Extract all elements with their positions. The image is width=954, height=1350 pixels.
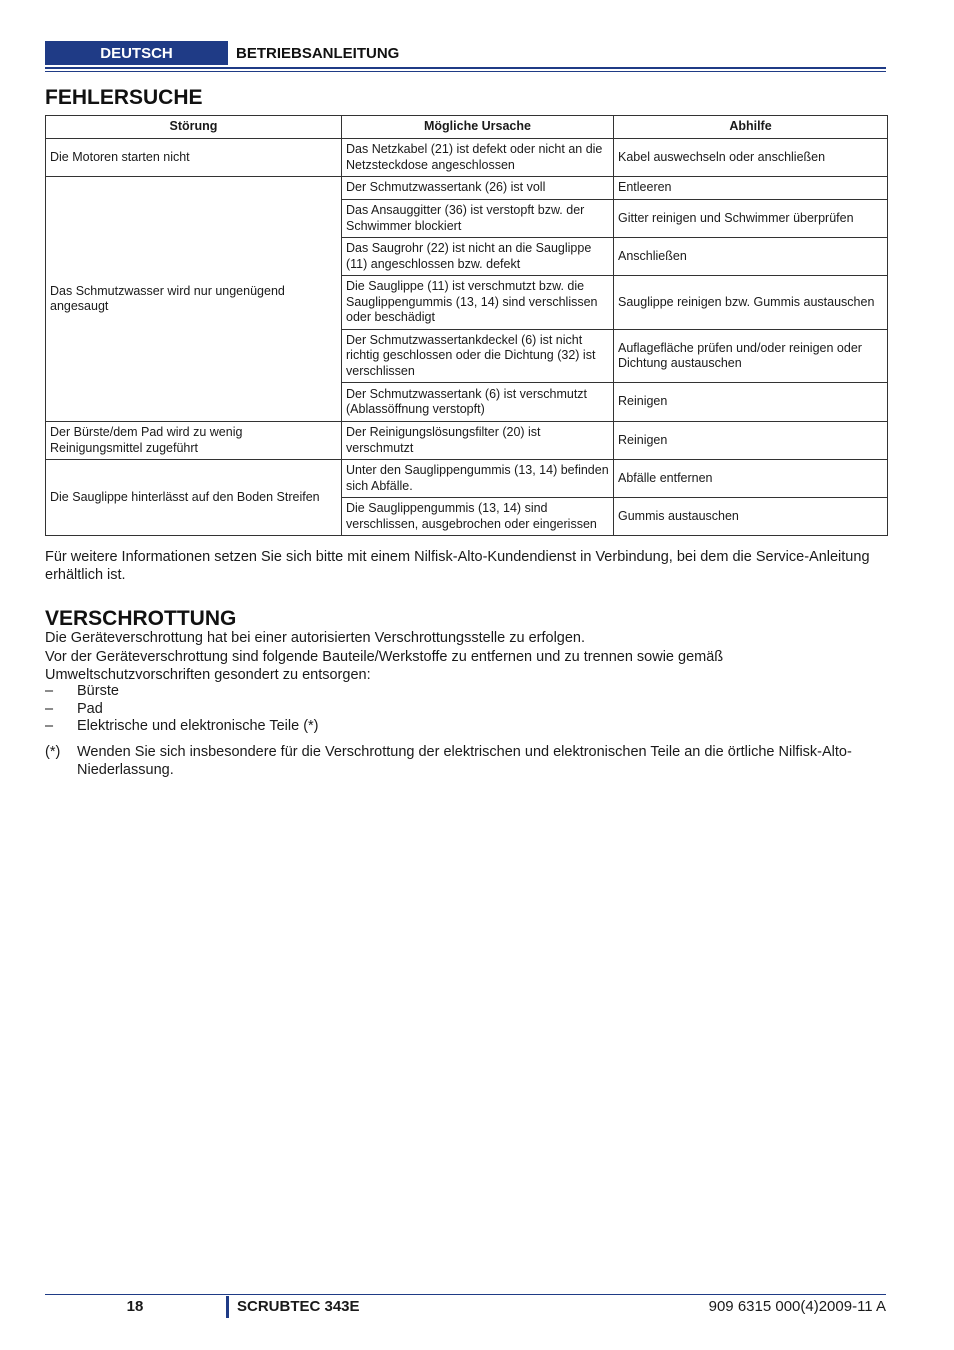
ursache-cell: Die Sauglippe (11) ist verschmutzt bzw. die Sauglippengummis (13, 14) sind verschlissen oder beschädigt xyxy=(342,276,614,330)
abhilfe-cell: Entleeren xyxy=(614,177,888,200)
stoerung-cell: Das Schmutzwasser wird nur ungenügend angesaugt xyxy=(46,177,342,422)
disposal-parts-list xyxy=(45,683,319,736)
ursache-cell: Das Netzkabel (21) ist defekt oder nicht an die Netzsteckdose angeschlossen xyxy=(342,139,614,177)
abhilfe-cell: Sauglippe reinigen bzw. Gummis austauschen xyxy=(614,276,888,330)
abhilfe-cell: Abfälle entfernen xyxy=(614,460,888,498)
column-header-abhilfe: Abhilfe xyxy=(614,116,888,139)
ursache-cell: Der Schmutzwassertankdeckel (6) ist nicht richtig geschlossen oder die Dichtung (32) ist verschlissen xyxy=(342,330,614,383)
dash-marker: – xyxy=(45,700,54,717)
table-header-row xyxy=(46,116,888,139)
ursache-cell: Der Schmutzwassertank (6) ist verschmutzt (Ablassöffnung verstopft) xyxy=(342,383,614,422)
service-info-text: Für weitere Informationen setzen Sie sich bitte mit einem Nilfisk-Alto-Kundendienst in Verbindung, bei dem die Service-Anleitung erhältlich ist. xyxy=(45,549,870,583)
table-row xyxy=(46,177,888,200)
stoerung-cell: Die Motoren starten nicht xyxy=(46,139,342,177)
page-number: 18 xyxy=(126,1298,144,1315)
table-row xyxy=(46,422,888,460)
model-name: SCRUBTEC 343E xyxy=(237,1298,360,1315)
stoerung-cell: Die Sauglippe hinterlässt auf den Boden Streifen xyxy=(46,460,342,536)
list-item xyxy=(45,683,319,701)
list-item xyxy=(45,718,319,736)
abhilfe-cell: Anschließen xyxy=(614,238,888,276)
ursache-cell: Der Schmutzwassertank (26) ist voll xyxy=(342,177,614,200)
abhilfe-cell: Kabel auswechseln oder anschließen xyxy=(614,139,888,177)
ursache-cell: Das Ansauggitter (36) ist verstopft bzw. der Schwimmer blockiert xyxy=(342,200,614,238)
header-rule xyxy=(45,67,886,69)
abhilfe-cell: Gitter reinigen und Schwimmer überprüfen xyxy=(614,200,888,238)
disposal-paragraph-2: Vor der Geräteverschrottung sind folgende Bauteile/Werkstoffe zu entfernen und zu trennen sowie gemäß Umweltschutzvorschriften gesondert zu entsorgen: xyxy=(45,649,724,683)
footnote xyxy=(45,744,887,779)
stoerung-cell: Der Bürste/dem Pad wird zu wenig Reinigungsmittel zugeführt xyxy=(46,422,342,460)
footer-divider xyxy=(226,1296,229,1318)
disposal-paragraph-1: Die Geräteverschrottung hat bei einer autorisierten Verschrottungsstelle zu erfolgen. xyxy=(45,630,586,646)
list-item-text: Bürste xyxy=(77,683,119,699)
heading-fehlersuche: FEHLERSUCHE xyxy=(45,86,203,109)
footer-rule xyxy=(45,1294,886,1295)
section-title: BETRIEBSANLEITUNG xyxy=(236,44,400,62)
list-item xyxy=(45,701,319,719)
table-row xyxy=(46,460,888,498)
list-item-text: Pad xyxy=(77,700,103,717)
header-rule-thin xyxy=(45,71,886,72)
ursache-cell: Unter den Sauglippengummis (13, 14) befinden sich Abfälle. xyxy=(342,460,614,498)
language-tab: DEUTSCH xyxy=(45,41,228,65)
footnote-text: Wenden Sie sich insbesondere für die Verschrottung der elektrischen und elektronischen Teile an die örtliche Nilfisk-Alto-Niederlassung. xyxy=(77,744,852,778)
ursache-cell: Der Reinigungslösungsfilter (20) ist verschmutzt xyxy=(342,422,614,460)
dash-marker: – xyxy=(45,683,54,699)
column-header-ursache: Mögliche Ursache xyxy=(342,116,614,139)
footnote-marker: (*) xyxy=(45,744,61,760)
abhilfe-cell: Auflagefläche prüfen und/oder reinigen oder Dichtung austauschen xyxy=(614,330,888,383)
dash-marker: – xyxy=(45,718,54,734)
ursache-cell: Die Sauglippengummis (13, 14) sind verschlissen, ausgebrochen oder eingerissen xyxy=(342,498,614,536)
ursache-cell: Das Saugrohr (22) ist nicht an die Sauglippe (11) angeschlossen bzw. defekt xyxy=(342,238,614,276)
abhilfe-cell: Gummis austauschen xyxy=(614,498,888,536)
document-number: 909 6315 000(4)2009-11 A xyxy=(708,1298,886,1315)
heading-verschrottung: VERSCHROTTUNG xyxy=(45,607,237,630)
abhilfe-cell: Reinigen xyxy=(614,422,888,460)
abhilfe-cell: Reinigen xyxy=(614,383,888,422)
table-row xyxy=(46,139,888,177)
list-item-text: Elektrische und elektronische Teile (*) xyxy=(77,718,319,734)
column-header-stoerung: Störung xyxy=(46,116,342,139)
troubleshooting-table xyxy=(45,115,888,536)
